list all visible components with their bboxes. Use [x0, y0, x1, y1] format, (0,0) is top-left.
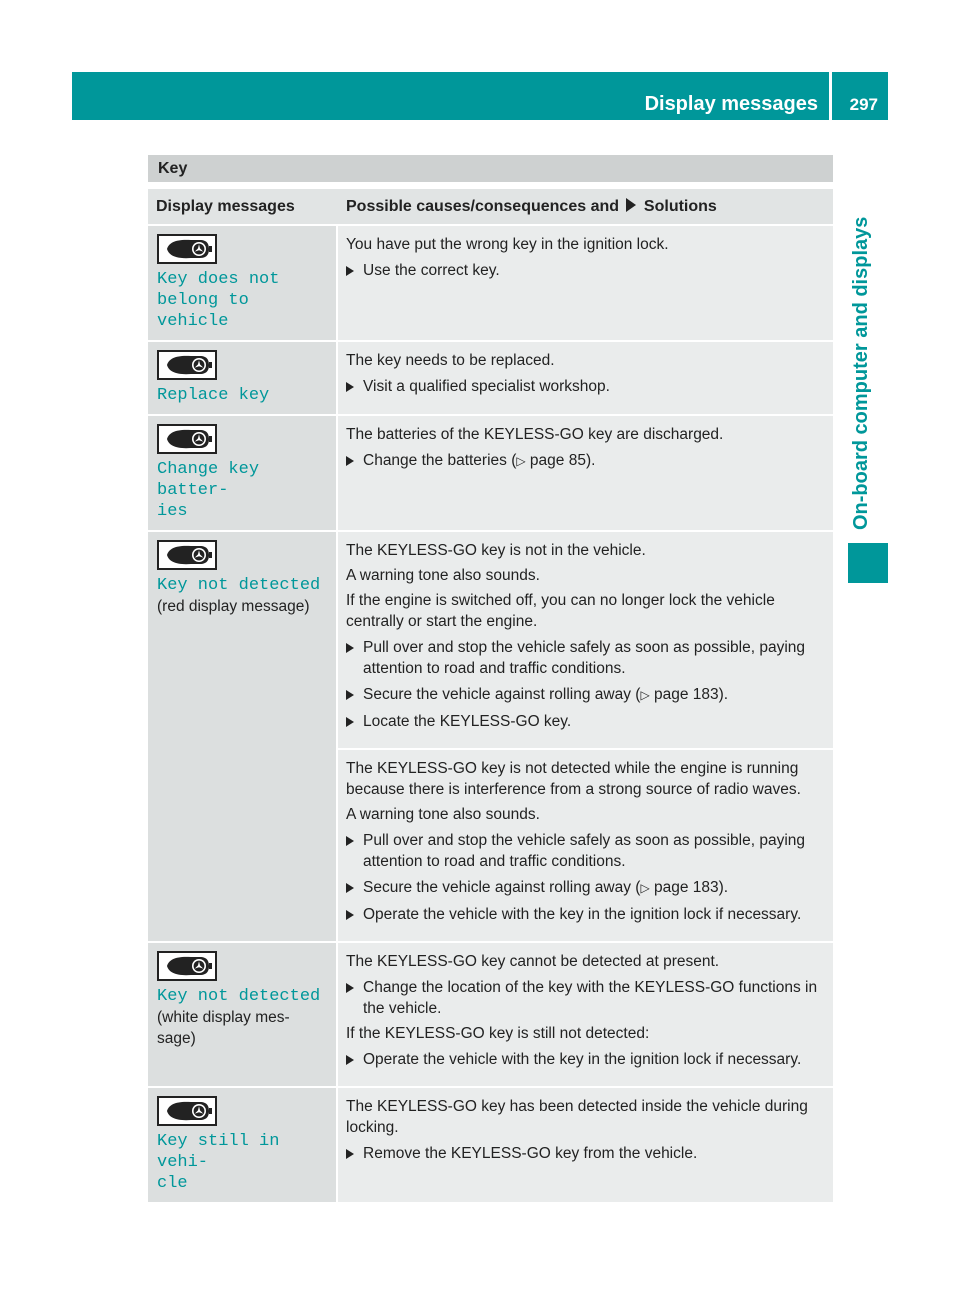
table-row	[148, 342, 833, 416]
arrow-right-icon	[346, 836, 354, 846]
causes-solutions-cell	[338, 750, 833, 943]
display-messages-table	[148, 189, 833, 1204]
page-section-title: Display messages	[644, 93, 818, 115]
key-fob-icon	[157, 540, 217, 570]
cause-text: If the engine is switched off, you can no longer lock the vehicle centrally or start the engine.	[346, 592, 775, 630]
step-text: ).	[718, 879, 729, 896]
table-row	[148, 1088, 833, 1204]
step-text: Operate the vehicle with the key in the ignition lock if necessary.	[363, 906, 802, 923]
cause-text: The batteries of the KEYLESS-GO key are discharged.	[346, 426, 724, 443]
causes-solutions-cell	[338, 416, 833, 532]
display-message-text: Key not detected	[157, 576, 321, 595]
arrow-right-icon	[625, 198, 637, 212]
causes-solutions-cell	[338, 1088, 833, 1204]
arrow-right-icon	[346, 382, 354, 392]
step-text: Locate the KEYLESS-GO key.	[363, 713, 572, 730]
cause-text: A warning tone also sounds.	[346, 806, 540, 823]
page-reference-link[interactable]: page 85	[525, 452, 586, 469]
display-message-cell	[148, 226, 338, 342]
page-reference-icon: ▷	[640, 688, 650, 702]
solution-step	[346, 1143, 827, 1164]
solution-step	[346, 904, 827, 925]
causes-solutions-cell	[338, 226, 833, 342]
solution-step	[346, 977, 827, 1019]
arrow-right-icon	[346, 883, 354, 893]
display-message-text: Key does not belong to vehicle	[157, 270, 280, 331]
header-bar	[72, 72, 888, 120]
page-reference-icon: ▷	[516, 454, 526, 468]
display-message-text: Key still in vehi- cle	[157, 1132, 280, 1193]
step-text: Change the location of the key with the KEYLESS-GO functions in the vehicle.	[363, 979, 818, 1017]
arrow-right-icon	[346, 456, 354, 466]
display-message-cell	[148, 342, 338, 416]
cause-text: The KEYLESS-GO key is not detected while the engine is running because there is interference from a strong source of radio waves.	[346, 760, 801, 798]
cause-text: The KEYLESS-GO key cannot be detected at present.	[346, 953, 720, 970]
table-row	[148, 226, 833, 342]
solution-step	[346, 684, 827, 706]
chapter-title: On-board computer and displays	[850, 216, 872, 530]
page-reference-link[interactable]: page 183	[649, 879, 719, 896]
chapter-tab-block	[848, 543, 888, 583]
causes-solutions-cell	[338, 532, 833, 750]
arrow-right-icon	[346, 1149, 354, 1159]
column-header-causes: Possible causes/consequences and	[346, 197, 620, 215]
arrow-right-icon	[346, 643, 354, 653]
key-fob-icon	[157, 350, 217, 380]
header-divider	[829, 72, 832, 120]
cause-text: The KEYLESS-GO key is not in the vehicle.	[346, 542, 646, 559]
key-fob-icon	[157, 951, 217, 981]
column-header-solutions-label: Solutions	[643, 197, 717, 215]
step-text: Operate the vehicle with the key in the ignition lock if necessary.	[363, 1051, 802, 1068]
table-row	[148, 416, 833, 532]
step-text: Secure the vehicle against rolling away (	[363, 879, 641, 896]
table-row	[148, 943, 833, 1088]
step-text: Pull over and stop the vehicle safely as soon as possible, paying attention to road and traffic conditions.	[363, 639, 806, 677]
display-message-note: (white display mes- sage)	[157, 1009, 290, 1047]
display-message-cell	[148, 943, 338, 1088]
key-fob-icon	[157, 424, 217, 454]
solution-step	[346, 711, 827, 732]
solution-step	[346, 637, 827, 679]
solution-step	[346, 877, 827, 899]
arrow-right-icon	[346, 910, 354, 920]
step-text: Remove the KEYLESS-GO key from the vehicle.	[363, 1145, 698, 1162]
cause-text: You have put the wrong key in the ignition lock.	[346, 236, 669, 253]
display-message-text: Change key batter- ies	[157, 460, 260, 521]
column-header-messages: Display messages	[148, 189, 338, 226]
causes-solutions-cell	[338, 943, 833, 1088]
page-reference-icon: ▷	[640, 881, 650, 895]
page-reference-link[interactable]: page 183	[649, 686, 719, 703]
section-title: Key	[158, 160, 188, 177]
cause-text: The key needs to be replaced.	[346, 352, 555, 369]
display-message-text: Key not detected	[157, 987, 321, 1006]
display-message-note: (red display message)	[157, 598, 310, 615]
display-message-text: Replace key	[157, 386, 270, 405]
table-body	[148, 226, 833, 1204]
solution-step	[346, 1049, 827, 1070]
arrow-right-icon	[346, 717, 354, 727]
solution-step	[346, 260, 827, 281]
step-text: ).	[718, 686, 729, 703]
step-text: ).	[585, 452, 596, 469]
step-text: Use the correct key.	[363, 262, 500, 279]
display-message-cell	[148, 532, 338, 943]
arrow-right-icon	[346, 266, 354, 276]
step-text: Visit a qualified specialist workshop.	[363, 378, 610, 395]
arrow-right-icon	[346, 983, 354, 993]
solution-step	[346, 376, 827, 397]
step-text: Secure the vehicle against rolling away (	[363, 686, 641, 703]
arrow-right-icon	[346, 690, 354, 700]
key-fob-icon	[157, 1096, 217, 1126]
cause-text: If the KEYLESS-GO key is still not detected:	[346, 1025, 650, 1042]
table-header-row	[148, 189, 833, 226]
causes-solutions-cell	[338, 342, 833, 416]
arrow-right-icon	[346, 1055, 354, 1065]
solution-step	[346, 450, 827, 472]
display-message-cell	[148, 1088, 338, 1204]
column-header-solutions	[338, 189, 833, 226]
section-header	[148, 155, 833, 182]
page-number: 297	[849, 95, 878, 114]
step-text: Pull over and stop the vehicle safely as soon as possible, paying attention to road and traffic conditions.	[363, 832, 806, 870]
solution-step	[346, 830, 827, 872]
key-fob-icon	[157, 234, 217, 264]
step-text: Change the batteries (	[363, 452, 517, 469]
table-row	[148, 532, 833, 750]
cause-text: The KEYLESS-GO key has been detected inside the vehicle during locking.	[346, 1098, 808, 1136]
display-message-cell	[148, 416, 338, 532]
cause-text: A warning tone also sounds.	[346, 567, 540, 584]
